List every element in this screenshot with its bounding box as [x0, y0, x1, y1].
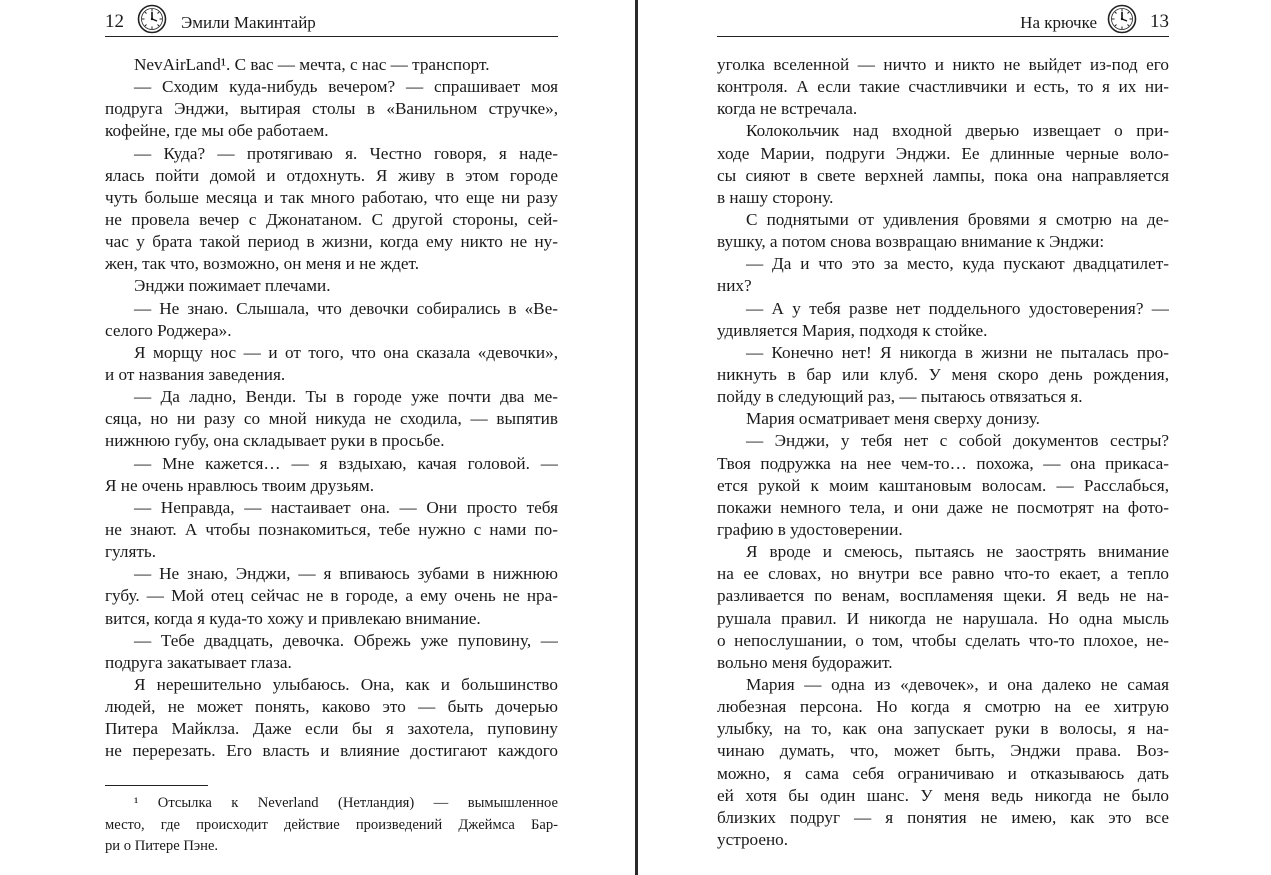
text-line: Мария — одна из «девочек», и она далеко не самая — [746, 674, 1169, 694]
text-line: устроено. — [717, 829, 789, 849]
text-line: о непослушании, о том, чтобы сделать что-то плохое, не- — [717, 630, 1169, 650]
text-line: ется рукой к моим каштановым волосам. — Расслабься, — [717, 475, 1169, 495]
running-head: На крючке — [1020, 13, 1097, 32]
text-line: пойду в следующий раз, — пытаюсь отвязаться я. — [717, 387, 1083, 407]
clock-icon — [137, 4, 167, 34]
text-line: них? — [717, 276, 752, 296]
text-line: нижнюю губу, она складывает руки в просьбе. — [105, 431, 445, 451]
text-line: не перерезать. Его власть и влияние достигают каждого — [105, 741, 558, 761]
text-line: — Не знаю, Энджи, — я впиваюсь зубами в нижнюю — [134, 564, 558, 584]
text-line: в нашу сторону. — [717, 187, 834, 207]
text-line: — Мне кажется… — я вздыхаю, качая головой. — — [134, 453, 558, 473]
running-head: Эмили Макинтайр — [181, 13, 316, 32]
footnote — [105, 793, 558, 858]
text-line: вольно меня будоражит. — [717, 652, 893, 672]
text-line: Я нерешительно улыбаюсь. Она, как и большинство — [134, 674, 558, 694]
left-page-header — [105, 4, 558, 37]
text-line: никнуть в бар или клуб. У меня скоро день рождения, — [717, 364, 1169, 384]
text-line: подруга закатывает глаза. — [105, 652, 292, 672]
text-line: разливается по венам, воспламеняя щеки. Я ведь не на- — [717, 586, 1169, 606]
text-line: ¹ Отсылка к Neverland (Нетландия) — вымышленное — [134, 795, 558, 811]
page-number: 12 — [105, 11, 124, 32]
text-line: селого Роджера». — [105, 320, 232, 340]
text-line: — Не знаю. Слышала, что девочки собирались в «Ве- — [134, 298, 558, 318]
text-line: место, где происходит действие произведений Джеймса Бар- — [105, 816, 558, 833]
text-line: — Да ладно, Венди. Ты в городе уже почти два ме- — [134, 387, 558, 407]
text-line: — Да и что это за место, куда пускают двадцатилет- — [746, 254, 1169, 274]
text-line: Питера Майклза. Даже если бы я захотела, пуповину — [105, 719, 558, 739]
text-line: — А у тебя разве нет поддельного удостоверения? — — [746, 298, 1169, 318]
text-line: Я вроде и смеюсь, пытаясь не заострять внимание — [746, 542, 1169, 562]
text-line: вится, когда я куда-то хожу и привлекаю внимание. — [105, 608, 481, 628]
text-line: жен, так что, возможно, он меня и не ждет. — [105, 254, 419, 274]
text-line: не провела вечер с Джонатаном. С другой стороны, сей- — [105, 209, 558, 229]
footnote-divider — [105, 785, 208, 786]
text-line: уголка вселенной — ничто и никто не выйдет из-под его — [717, 55, 1169, 74]
text-line: любезная персона. Но когда я смотрю на ее хитрую — [717, 697, 1169, 717]
text-line: — Куда? — протягиваю я. Честно говоря, я наде- — [134, 143, 558, 163]
text-line: Я не очень нравлюсь твоим друзьям. — [105, 475, 375, 495]
text-line: Энджи пожимает плечами. — [134, 276, 331, 296]
text-line: — Сходим куда-нибудь вечером? — спрашивает моя — [134, 77, 558, 97]
page-number: 13 — [1150, 11, 1169, 32]
text-line: Я морщу нос — и от того, что она сказала «девочки», — [134, 342, 558, 362]
text-line: когда не встречала. — [717, 99, 858, 119]
text-line: рушала правил. И никогда не нарушала. Но одна мысль — [717, 608, 1169, 628]
text-line: ходе Марии, подруги Энджи. Ее длинные черные воло- — [717, 143, 1169, 163]
text-line: сяца, но ни разу со мной никуда не сходила, — выпятив — [105, 409, 558, 429]
text-line: вушку, а потом снова возвращаю внимание к Энджи: — [717, 232, 1105, 252]
text-line: подруга Энджи, вытирая столы в «Ванильном стручке», — [105, 99, 558, 119]
text-line: С поднятыми от удивления бровями я смотрю на де- — [746, 209, 1169, 229]
text-line: — Неправда, — настаивает она. — Они просто тебя — [134, 497, 558, 517]
text-line: — Конечно нет! Я никогда в жизни не пыталась про- — [746, 342, 1169, 362]
text-line: гулять. — [105, 542, 157, 562]
text-line: не знают. А чтобы познакомиться, тебе нужно с нами по- — [105, 519, 558, 539]
text-line: близких подруг — я понятия не имею, как это все — [717, 807, 1169, 827]
book-spine — [635, 0, 638, 875]
text-line: ей хотя бы один шанс. У меня ведь никогда не было — [717, 785, 1169, 805]
text-line: час у брата такой период в жизни, когда ему никто не ну- — [105, 232, 558, 252]
text-line: кофейне, где мы обе работаем. — [105, 121, 329, 141]
text-line: контроля. А если такие счастливчики и есть, то я их ни- — [717, 77, 1169, 97]
text-line: ялась пойти домой и отдохнуть. Я живу в этом городе — [105, 165, 558, 185]
text-line: графию в удостоверении. — [717, 519, 903, 539]
text-line: удивляется Мария, подходя к стойке. — [717, 320, 988, 340]
right-page — [640, 0, 1271, 875]
text-line: людей, не может понять, каково это — быть дочерью — [105, 697, 558, 717]
text-line: чуть больше месяца и так много работаю, что еще ни разу — [105, 187, 558, 207]
text-line: покажи немного тела, и они даже не посмотрят на фото- — [717, 497, 1169, 517]
text-line: Мария осматривает меня сверху донизу. — [746, 409, 1040, 429]
text-line: можно, я сама себя ограничиваю и отказываюсь дать — [717, 763, 1169, 783]
text-line: — Энджи, у тебя нет с собой документов сестры? — [746, 431, 1169, 451]
right-page-header — [717, 4, 1169, 37]
right-body-text — [717, 54, 1169, 851]
text-line: NevAirLand¹. С вас — мечта, с нас — транспорт. — [134, 55, 490, 74]
text-line: улыбку, на то, как она запускает руки в волосы, я на- — [717, 719, 1169, 739]
text-line: сы сияют в свете верхней лампы, пока она направляется — [717, 165, 1169, 185]
text-line: Колокольчик над входной дверью извещает о при- — [746, 121, 1169, 141]
text-line: чинаю думать, что, может быть, Энджи права. Воз- — [717, 741, 1169, 761]
text-line: на ее словах, но внутри все равно что-то екает, а тепло — [717, 564, 1169, 584]
text-line: — Тебе двадцать, девочка. Обрежь уже пуповину, — — [134, 630, 558, 650]
text-line: ри о Питере Пэне. — [105, 838, 219, 855]
left-body-text — [105, 54, 558, 763]
clock-icon — [1107, 4, 1137, 34]
text-line: губу. — Мой отец сейчас не в городе, а ему очень не нра- — [105, 586, 558, 606]
text-line: Твоя подружка на нее чем-то… похожа, — она прикаса- — [717, 453, 1169, 473]
text-line: и от названия заведения. — [105, 364, 286, 384]
